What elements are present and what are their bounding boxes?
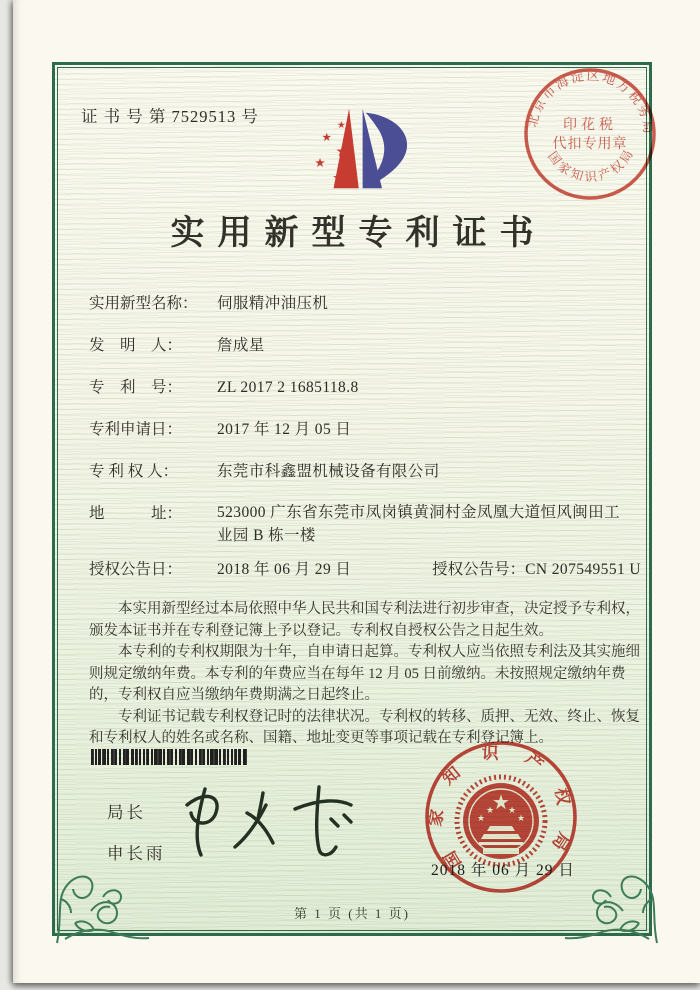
emblem-small-star: ★ bbox=[485, 806, 495, 816]
field-label-address: 地 址： bbox=[89, 505, 183, 522]
paragraph-term-fees: 本专利的专利权期限为十年，自申请日起算。专利权人应当依照专利法及其实施细则规定缴纳年费。本专利的年费应当在每年 12 月 05 日前缴纳。未按照规定缴纳年费的，专利权自应当缴纳年费期满之日起终止。 bbox=[89, 644, 640, 703]
paragraph-grant: 本实用新型经过本局依照中华人民共和国专利法进行初步审查，决定授予专利权，颁发本证书并在专利登记簿上予以登记。专利权自授权公告之日起生效。 bbox=[89, 601, 640, 639]
logo-star-icon: ★ bbox=[321, 129, 332, 144]
field-value-patent-no: ZL 2017 2 1685118.8 bbox=[217, 379, 359, 396]
logo-star-icon: ★ bbox=[314, 154, 326, 170]
logo-star-icon: ★ bbox=[335, 142, 350, 161]
logo-star-icon: ★ bbox=[336, 120, 346, 132]
field-label-inventor: 发 明 人： bbox=[89, 337, 183, 354]
grant-no-pair bbox=[432, 557, 641, 582]
field-row-patent-no bbox=[89, 375, 641, 400]
field-value-inventor: 詹成星 bbox=[217, 337, 265, 354]
field-value-grant-date: 2018 年 06 月 29 日 bbox=[217, 561, 352, 578]
logo-star-icon: ★ bbox=[331, 168, 347, 188]
field-row-grant bbox=[89, 557, 641, 582]
signer-name: 申长雨 bbox=[107, 844, 166, 863]
tax-stamp-seal bbox=[521, 65, 659, 203]
barcode bbox=[91, 749, 247, 765]
certificate-body bbox=[89, 291, 641, 750]
field-value-grant-no: CN 207549551 U bbox=[525, 561, 641, 578]
tax-stamp-arc-top: 北京市海淀区地方税务局 bbox=[524, 67, 657, 137]
certificate-paper bbox=[13, 0, 700, 983]
seal-date: 2018 年 06 月 29 日 bbox=[431, 862, 575, 879]
legal-paragraphs bbox=[89, 599, 641, 750]
certificate-frame bbox=[52, 62, 657, 936]
field-label-patentee: 专 利 权 人： bbox=[89, 463, 179, 480]
field-row-patentee bbox=[89, 459, 641, 484]
field-row-inventor bbox=[89, 333, 641, 358]
field-value-filing-date: 2017 年 12 月 05 日 bbox=[217, 421, 352, 438]
signature-autograph bbox=[171, 779, 371, 873]
certificate-number: 证 书 号 第 7529513 号 bbox=[81, 107, 259, 126]
field-value-patentee: 东莞市科鑫盟机械设备有限公司 bbox=[217, 463, 440, 480]
field-value-address: 523000 广东省东莞市凤岗镇黄洞村金凤凰大道恒风闽田工业园 B 栋一楼 bbox=[217, 504, 620, 544]
emblem-small-star: ★ bbox=[476, 814, 486, 824]
grant-date-pair bbox=[89, 557, 351, 582]
page-number: 第 1 页 (共 1 页) bbox=[294, 906, 410, 921]
field-label-name: 实用新型名称： bbox=[89, 295, 198, 312]
emblem-big-star: ★ bbox=[492, 790, 510, 814]
corner-flourish-right bbox=[563, 839, 663, 947]
certificate-title: 实用新型专利证书 bbox=[170, 215, 547, 252]
tax-stamp-arc-bottom: 国家知识产权局 bbox=[545, 145, 638, 185]
corner-flourish-left bbox=[51, 839, 151, 947]
signer-title: 局长 bbox=[107, 803, 146, 822]
seal-ring-text: 国家知识产权局 bbox=[425, 743, 577, 874]
field-label-grant-date: 授权公告日： bbox=[89, 561, 183, 578]
field-value-name: 伺服精冲油压机 bbox=[217, 295, 329, 312]
field-label-patent-no: 专 利 号： bbox=[89, 379, 183, 396]
field-row-address bbox=[89, 501, 641, 547]
field-label-grant-no: 授权公告号： bbox=[432, 561, 526, 578]
tax-stamp-line2: 代扣专用章 bbox=[552, 137, 628, 152]
cnipa-logo bbox=[288, 101, 414, 198]
field-row-name bbox=[89, 291, 641, 316]
emblem-small-star: ★ bbox=[516, 814, 526, 824]
field-label-filing-date: 专利申请日： bbox=[89, 421, 183, 438]
paragraph-register: 专利证书记载专利权登记时的法律状况。专利权的转移、质押、无效、终止、恢复和专利权人的姓名或名称、国籍、地址变更等事项记载在专利登记簿上。 bbox=[89, 708, 640, 746]
emblem-small-star: ★ bbox=[507, 806, 517, 816]
national-emblem bbox=[457, 777, 545, 865]
field-row-filing-date bbox=[89, 417, 641, 442]
tax-stamp-line1: 印花税 bbox=[563, 118, 617, 133]
